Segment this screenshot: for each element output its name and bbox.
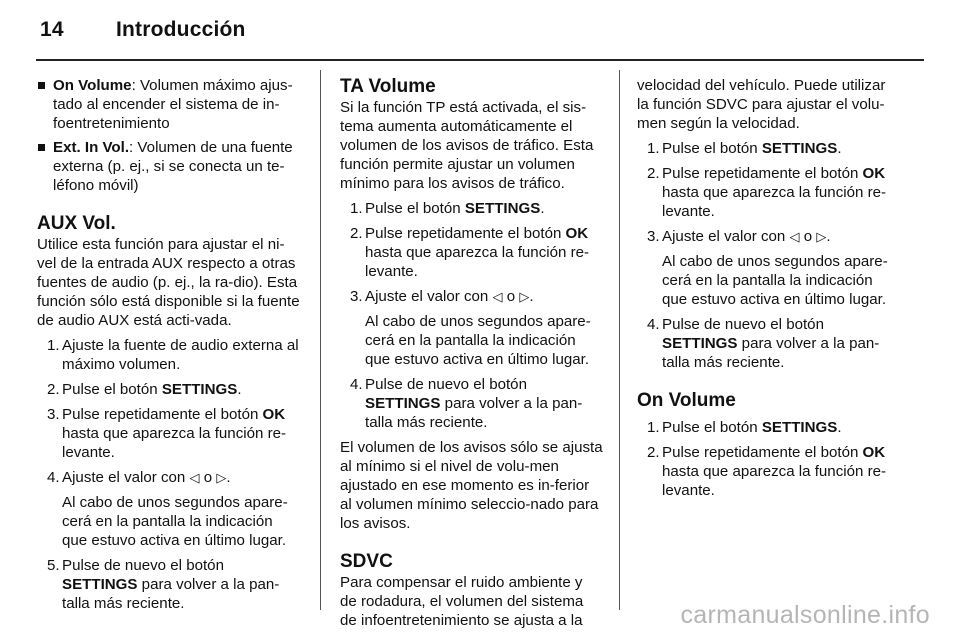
- step-number: 5.: [47, 557, 60, 574]
- step-text: hasta que aparezca la función re-levante.: [662, 184, 887, 220]
- step-text: .: [540, 200, 545, 217]
- column-3: [637, 76, 900, 506]
- section-intro: Si la función TP está activada, el sis-tema aumenta automáticamente el volumen de los avisos de tráfico. Esta función permite ajustar un volumen mínimo para los avisos de tráfico.: [340, 99, 594, 192]
- step-keyword: SETTINGS: [464, 200, 541, 217]
- step-keyword: OK: [862, 165, 886, 182]
- section-heading-ta-volume: TA Volume: [340, 76, 436, 97]
- step-text: para volver a la pan-talla más reciente.: [365, 395, 583, 431]
- step-item: [637, 315, 900, 372]
- step-keyword: SETTINGS: [761, 140, 838, 157]
- right-triangle-icon: ▷: [816, 229, 827, 244]
- section-heading-sdvc: SDVC: [340, 551, 393, 572]
- step-item: [340, 224, 603, 281]
- step-number: 2.: [47, 381, 60, 398]
- left-triangle-icon: ◁: [189, 470, 200, 485]
- step-text: Pulse repetidamente el botón: [365, 225, 566, 242]
- step-number: 1.: [647, 419, 660, 436]
- step-text: Pulse de nuevo el botón: [365, 376, 527, 393]
- column-divider-1: [320, 70, 321, 610]
- bullet-text: : Volumen de una fuente externa (p. ej., si se conecta un te-léfono móvil): [53, 139, 293, 194]
- column-divider-2: [619, 70, 620, 610]
- step-item: [637, 227, 900, 309]
- step-text: .: [237, 381, 242, 398]
- step-text: Pulse el botón: [365, 200, 465, 217]
- step-number: 4.: [647, 316, 660, 333]
- page-number: 14: [40, 18, 64, 41]
- step-text: Pulse repetidamente el botón: [62, 406, 263, 423]
- step-text: Pulse el botón: [62, 381, 162, 398]
- step-item: [37, 405, 300, 462]
- step-text: o: [799, 228, 817, 245]
- step-text: Ajuste la fuente de audio externa al máximo volumen.: [62, 337, 299, 373]
- step-item: [637, 164, 900, 221]
- page-title: Introducción: [116, 18, 246, 41]
- step-text: Pulse el botón: [662, 140, 762, 157]
- step-text: Pulse el botón: [662, 419, 762, 436]
- steps-list: [340, 199, 603, 432]
- bullet-term: On Volume: [53, 77, 132, 94]
- step-text: hasta que aparezca la función re-levante.: [365, 244, 590, 280]
- step-number: 1.: [47, 337, 60, 354]
- step-keyword: SETTINGS: [62, 576, 138, 593]
- step-item: [340, 199, 603, 218]
- steps-list: [37, 336, 300, 613]
- column-2: [340, 76, 603, 630]
- step-number: 2.: [647, 165, 660, 182]
- right-triangle-icon: ▷: [519, 289, 530, 304]
- step-number: 1.: [647, 140, 660, 157]
- step-item: [637, 443, 900, 500]
- step-item: [637, 418, 900, 437]
- step-keyword: SETTINGS: [161, 381, 238, 398]
- step-number: 3.: [47, 406, 60, 423]
- step-text: .: [226, 469, 231, 486]
- step-subtext: Al cabo de unos segundos apare-cerá en la pantalla la indicación que estuvo activa en último lugar.: [662, 253, 888, 308]
- step-keyword: SETTINGS: [761, 419, 838, 436]
- step-number: 3.: [350, 288, 363, 305]
- step-keyword: SETTINGS: [662, 335, 738, 352]
- section-intro: Para compensar el ruido ambiente y de rodadura, el volumen del sistema de infoentretenimiento se ajusta a la: [340, 574, 584, 629]
- bullet-ext-in-vol: [37, 138, 300, 195]
- step-subtext: Al cabo de unos segundos apare-cerá en la pantalla la indicación que estuvo activa en último lugar.: [365, 313, 591, 368]
- step-keyword: OK: [862, 444, 886, 461]
- step-item: [37, 468, 300, 550]
- watermark-text: carmanualsonline.info: [680, 601, 930, 629]
- step-text: hasta que aparezca la función re-levante.: [62, 425, 287, 461]
- step-keyword: SETTINGS: [365, 395, 441, 412]
- page-header: [40, 18, 246, 42]
- step-text: .: [529, 288, 534, 305]
- step-number: 1.: [350, 200, 363, 217]
- step-number: 4.: [350, 376, 363, 393]
- step-text: Ajuste el valor con: [662, 228, 790, 245]
- step-text: Pulse de nuevo el botón: [62, 557, 224, 574]
- section-intro: Utilice esta función para ajustar el ni-vel de la entrada AUX respecto a otras fuentes de audio (p. ej., la ra-dio). Esta función sólo está disponible si la fuente de audio AUX está acti-vada.: [37, 236, 300, 329]
- step-text: para volver a la pan-talla más reciente.: [62, 576, 280, 612]
- step-subtext: Al cabo de unos segundos apare-cerá en la pantalla la indicación que estuvo activa en último lugar.: [62, 494, 288, 549]
- bullet-square-icon: [38, 144, 45, 151]
- step-item: [637, 139, 900, 158]
- section-continuation: velocidad del vehículo. Puede utilizar la función SDVC para ajustar el volu-men según la velocidad.: [637, 77, 886, 132]
- bullet-on-volume: [37, 76, 300, 133]
- right-triangle-icon: ▷: [216, 470, 227, 485]
- step-keyword: OK: [565, 225, 589, 242]
- step-text: Ajuste el valor con: [365, 288, 493, 305]
- step-text: Pulse de nuevo el botón: [662, 316, 824, 333]
- step-number: 3.: [647, 228, 660, 245]
- step-keyword: OK: [262, 406, 286, 423]
- step-text: .: [826, 228, 831, 245]
- left-triangle-icon: ◁: [492, 289, 503, 304]
- step-text: Ajuste el valor con: [62, 469, 190, 486]
- section-outro: El volumen de los avisos sólo se ajusta al mínimo si el nivel de volu-men ajustado en ese momento es in-ferior al volumen mínimo seleccio-nado para los avisos.: [340, 439, 603, 532]
- step-number: 4.: [47, 469, 60, 486]
- step-text: Pulse repetidamente el botón: [662, 165, 863, 182]
- column-1: [37, 76, 300, 619]
- step-text: Pulse repetidamente el botón: [662, 444, 863, 461]
- step-item: [37, 336, 300, 374]
- bullet-square-icon: [38, 82, 45, 89]
- step-number: 2.: [647, 444, 660, 461]
- section-heading-on-volume: On Volume: [637, 390, 736, 411]
- step-text: o: [502, 288, 520, 305]
- bullet-text: : Volumen máximo ajus-tado al encender el sistema de in-foentretenimiento: [53, 77, 293, 132]
- step-text: hasta que aparezca la función re-levante.: [662, 463, 887, 499]
- left-triangle-icon: ◁: [789, 229, 800, 244]
- step-text: .: [837, 140, 842, 157]
- step-item: [37, 556, 300, 613]
- step-text: o: [199, 469, 217, 486]
- bullet-term: Ext. In Vol.: [53, 139, 130, 156]
- steps-list: [637, 418, 900, 500]
- step-number: 2.: [350, 225, 363, 242]
- step-item: [340, 375, 603, 432]
- step-item: [340, 287, 603, 369]
- step-item: [37, 380, 300, 399]
- header-rule: [36, 59, 924, 61]
- step-text: para volver a la pan-talla más reciente.: [662, 335, 880, 371]
- step-text: .: [837, 419, 842, 436]
- section-heading-aux-vol: AUX Vol.: [37, 213, 116, 234]
- steps-list: [637, 139, 900, 372]
